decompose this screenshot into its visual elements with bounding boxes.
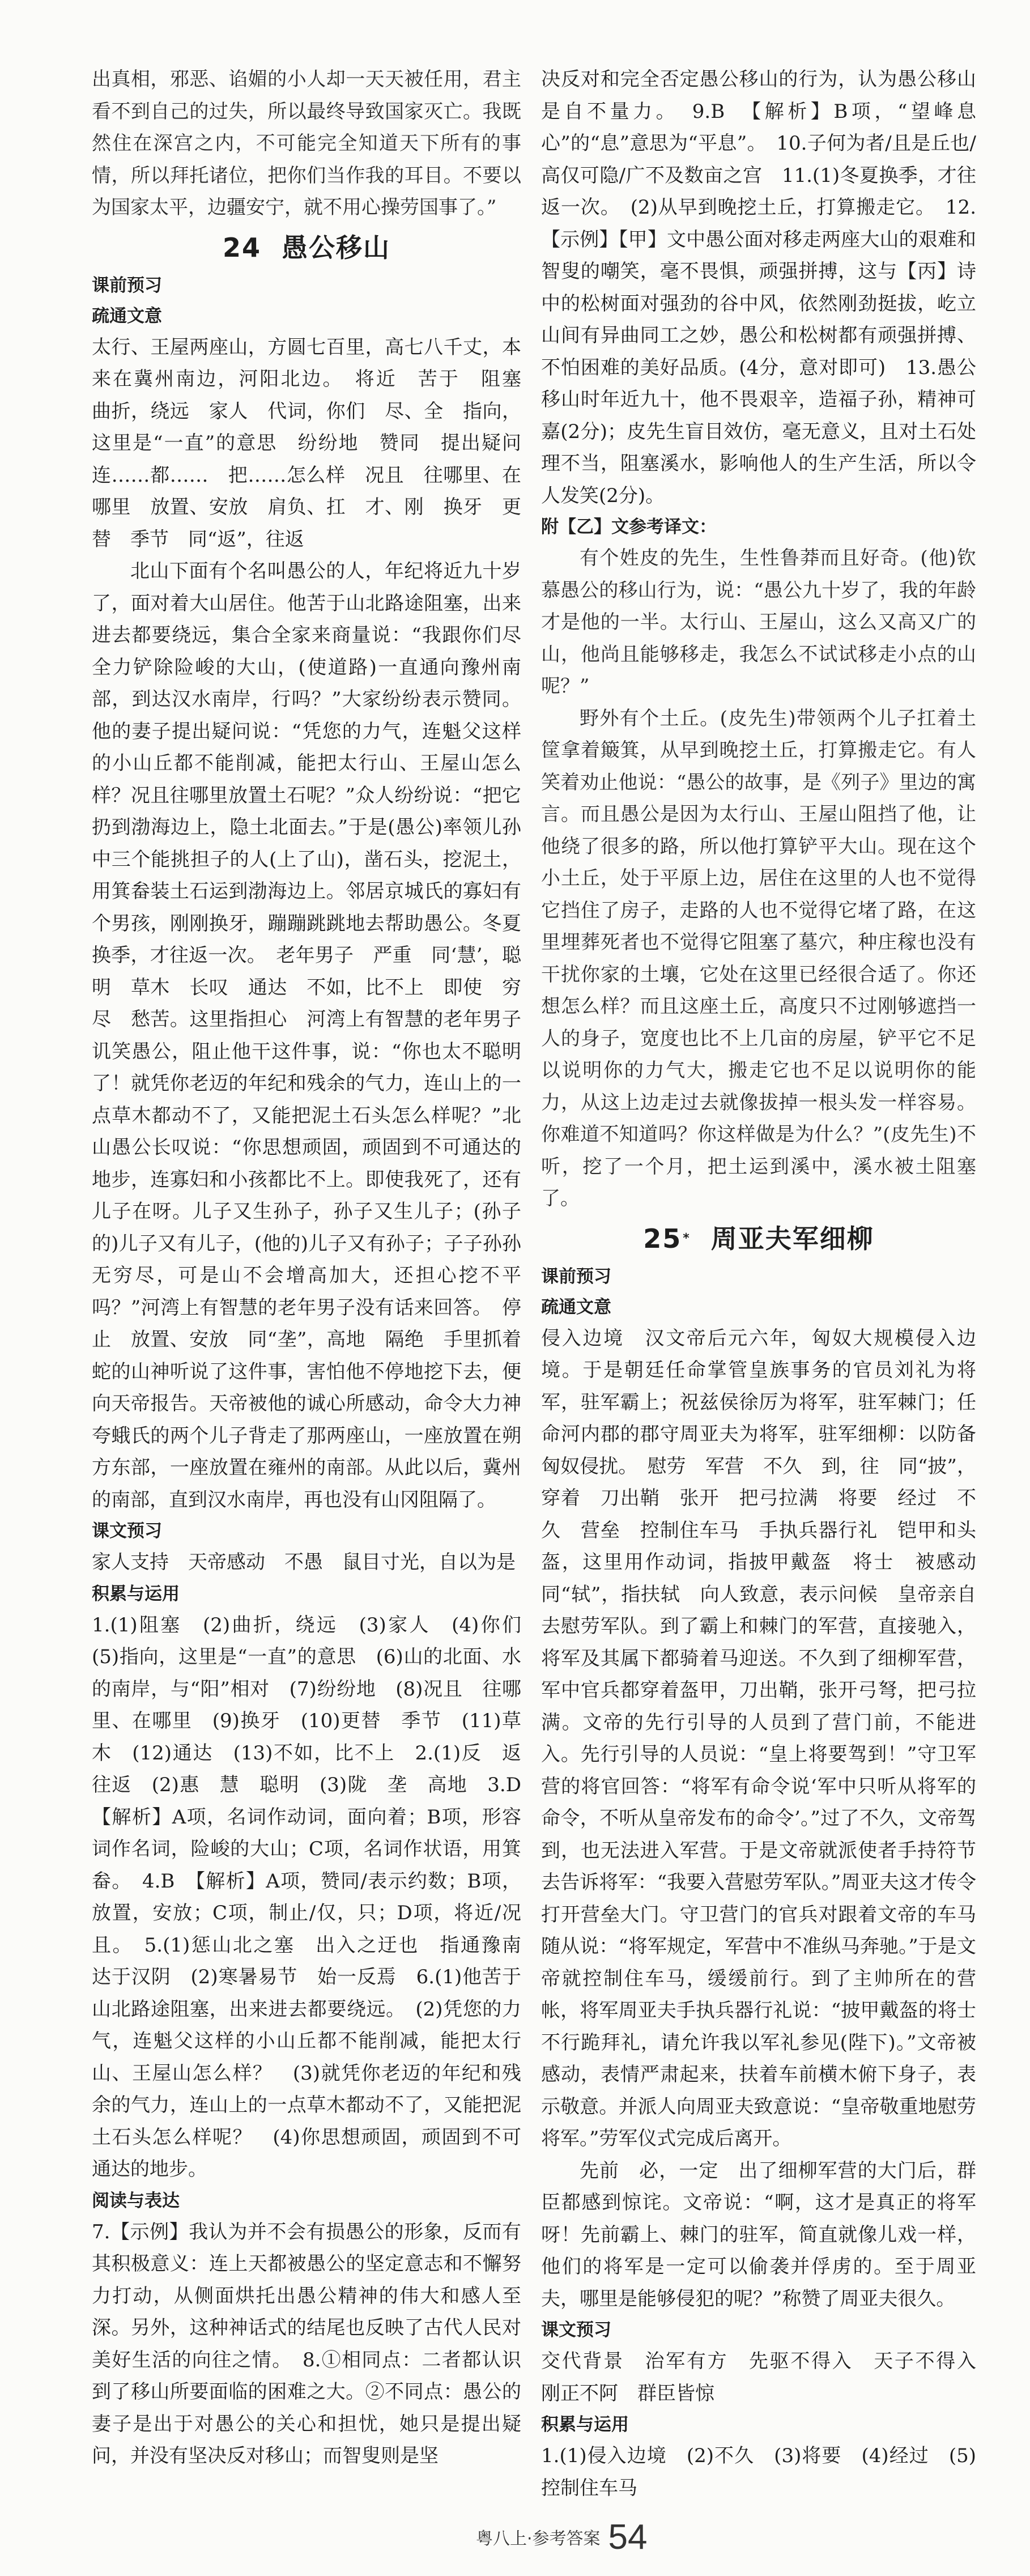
previous-translation-end: 出真相，邪恶、谄媚的小人却一天天被任用，君主看不到自己的过失，所以最终导致国家灭亡。我既然住在深宫之内，不可能完全知道天下所有的事情，所以拜托诸位，把你们当作我的耳目。不要以为国家太平，边疆安宁，就不用心操劳国事了。” xyxy=(92,68,521,219)
meaning-paragraph: 侵入边境 汉文帝后元六年，匈奴大规模侵入边境。于是朝廷任命掌管皇族事务的官员刘礼为将军，驻军霸上；祝兹侯徐厉为将军，驻军棘门；任命河内郡的郡守周亚夫为将军，驻军细柳：以防备匈奴侵扰。 慰劳 军营 不久 到，往 同“披”，穿着 刀出鞘 张开 把弓拉满 将要 经过 不久 营垒 控制住车马 手执兵器行礼 铠甲和头盔，这里用作动词，指披甲戴盔 将士 被感动 同“轼”，指扶轼 向人致意，表示问候 皇帝亲自去慰劳军队。到了霸上和棘门的军营，直接驰入，将军及其属下都骑着马迎送。不久到了细柳军营，军中官兵都穿着盔甲，刀出鞘，张开弓弩，把弓拉满。文帝的先行引导的人员到了营门前，不能进入。先行引导的人员说：“皇上将要驾到！”守卫军营的将官回答：“将军有命令说‘军中只听从将军的命令，不听从皇帝发布的命令’。”过了不久，文帝驾到，也无法进入军营。于是文帝就派使者手持符节去告诉将军：“我要入营慰劳军队。”周亚夫这才传令打开营垒大门。守卫营门的官兵对跟着文帝的车马随从说：“将军规定，军营中不准纵马奔驰。”于是文帝就控制住车马，缓缓前行。到了主帅所在的营帐，将军周亚夫手执兵器行礼说：“披甲戴盔的将士不行跪拜礼，请允许我以军礼参见(陛下)。”文帝被感动，表情严肃起来，扶着车前横木俯下身子，表示敬意。并派人向周亚夫致意说：“皇帝敬重地慰劳将军。”劳军仪式完成后离开。 xyxy=(541,1327,995,2150)
meaning-paragraph: 太行、王屋两座山，方圆七百里，高七八千丈，本来在冀州南边，河阳北边。 将近 苦于 阻塞 曲折，绕远 家人 代词，你们 尽、全 指向，这里是“一直”的意思 纷纷地 赞同 提出疑问 连……都…… 把……怎么样 况且 往哪里、在哪里 放置、安放 肩负、扛 才、刚 换牙 更替 季节 同“返”，往返 xyxy=(92,335,540,551)
lesson-25-title xyxy=(541,1216,976,1261)
reading-answers-continued: 决反对和完全否定愚公移山的行为，认为愚公移山是自不量力。 9.B 【解析】B项，“望峰息心”的“息”意思为“平息”。 10.子何为者/且是丘也/高仅可隐/广不及数亩之宫 11.(1)冬夏换季，才往返一次。 (2)从早到晚挖土丘，打算搬走它。 12.【示例】【甲】文中愚公面对移走两座大山的艰难和智叟的嘲笑，毫不畏惧，顽强拼搏，这与【丙】诗中的松树面对强劲的谷中风，依然刚劲挺拔，屹立山间有异曲同工之妙，愚公和松树都有顽强拼搏、不怕困难的美好品质。(4分，意对即可) 13.愚公移山时年近九十，他不畏艰辛，造福子孙，精神可嘉(2分)；皮先生盲目效仿，毫无意义，且对土石处理不当，阻塞溪水，影响他人的生产生活，所以令人发笑(2分)。 xyxy=(541,68,976,507)
lesson-number-text: 25 xyxy=(643,1223,682,1254)
translation-paragraph: 野外有个土丘。(皮先生)带领两个儿子扛着土筐拿着簸箕，从早到晚挖土丘，打算搬走它。有人笑着劝止他说：“愚公的故事，是《列子》里边的寓言。而且愚公是因为太行山、王屋山阻挡了他，让他绕了很多的路，所以他打算铲平大山。现在这个小土丘，处于平原上边，居住在这里的人也不觉得它挡住了房子，走路的人也不觉得它堵了路，在这里埋葬死者也不觉得它阻塞了墓穴，种庄稼也没有干扰你家的土壤，它处在这里已经很合适了。你还想怎么样？而且这座土丘，高度只不过刚够遮挡一人的身子，宽度也比不上几亩的房屋，铲平它不足以说明你的力气大，搬走它也不足以说明你的能力，从这上边走过去就像拔掉一根头发一样容易。你难道不知道吗？你这样做是为什么？”(皮先生)不听，挖了一个月，把土运到溪中，溪水被土阻塞了。 xyxy=(541,707,976,1210)
reading-answers: 7.【示例】我认为并不会有损愚公的形象，反而有其积极意义：连上天都被愚公的坚定意志和不懈努力打动，从侧面烘托出愚公精神的伟大和感人至深。另外，这种神话式的结尾也反映了古代人民对美好生活的向往之情。 8.①相同点：二者都认识到了移山所要面临的困难之大。②不同点：愚公的妻子是出于对愚公的关心和担忧，她只是提出疑问，并没有坚决反对移山；而智叟则是坚 xyxy=(92,2220,521,2467)
section-heading: 疏通文意 xyxy=(541,1296,611,1317)
page-footer xyxy=(0,2518,1030,2559)
text-preview-answers: 家人支持 天帝感动 不愚 鼠目寸光，自以为是 xyxy=(92,1551,516,1574)
section-heading: 阅读与表达 xyxy=(92,2190,180,2211)
translation-paragraph: 有个姓皮的先生，生性鲁莽而且好奇。(他)钦慕愚公的移山行为，说：“愚公九十岁了，我的年龄才是他的一半。太行山、王屋山，这么又高又广的山，他尚且能够移走，我怎么不试试移走小点的山呢？” xyxy=(541,547,976,698)
lesson-24-title xyxy=(92,225,521,270)
lesson-number: 24 xyxy=(222,232,261,263)
right-column xyxy=(541,63,995,2504)
section-heading: 课前预习 xyxy=(541,1266,611,1287)
lesson-name: 愚公移山 xyxy=(282,232,390,263)
page-number: 54 xyxy=(608,2518,648,2557)
footer-label: 粤八上·参考答案 xyxy=(476,2529,601,2549)
accumulation-answers: 1.(1)侵入边境 (2)不久 (3)将要 (4)经过 (5)控制住车马 xyxy=(541,2445,976,2500)
left-column xyxy=(92,63,540,2472)
optional-mark: * xyxy=(683,1231,691,1246)
text-preview-answers: 交代背景 治军有方 先驱不得入 天子不得入 刚正不阿 群臣皆惊 xyxy=(541,2350,995,2405)
accumulation-answers: 1.(1)阻塞 (2)曲折，绕远 (3)家人 (4)你们 (5)指向，这里是“一直”的意思 (6)山的北面、水的南岸，与“阳”相对 (7)纷纷地 (8)况且 往哪里、在哪里 (9)换牙 (10)更替 季节 (11)草木 (12)通达 (13)不如，比不上 2.(1)反 返 往返 (2)惠 慧 聪明 (3)陇 垄 高地 3.D 【解析】A项，名词作动词，面向着；B项，形容词作名词，险峻的大山；C项，名词作状语，用箕畚。 4.B 【解析】A项，赞同/表示约数；B项，放置，安放；C项，制止/仅，只；D项，将近/况且。 5.(1)惩山北之塞 出入之迂也 指通豫南 达于汉阴 (2)寒暑易节 始一反焉 6.(1)他苦于山北路途阻塞，出来进去都要绕远。 (2)凭您的力气，连魁父这样的小山丘都不能削减，能把太行山、王屋山怎么样？ (3)就凭你老迈的年纪和残余的气力，连山上的一点草木都动不了，又能把泥土石头怎么样呢？ (4)你思想顽固，顽固到不可通达的地步。 xyxy=(92,1613,540,2180)
section-heading: 疏通文意 xyxy=(92,305,162,326)
section-heading: 积累与运用 xyxy=(541,2415,629,2435)
lesson-name: 周亚夫军细柳 xyxy=(710,1223,874,1254)
meaning-paragraph: 北山下面有个名叫愚公的人，年纪将近九十岁了，面对着大山居住。他苦于山北路途阻塞，出来进去都要绕远，集合全家来商量说：“我跟你们尽全力铲除险峻的大山，(使道路)一直通向豫州南部，到达汉水南岸，行吗？”大家纷纷表示赞同。他的妻子提出疑问说：“凭您的力气，连魁父这样的小山丘都不能削减，能把太行山、王屋山怎么样？况且往哪里放置土石呢？”众人纷纷说：“把它扔到渤海边上，隐土北面去。”于是(愚公)率领儿孙中三个能挑担子的人(上了山)，凿石头，挖泥土，用箕畚装土石运到渤海边上。邻居京城氏的寡妇有个男孩，刚刚换牙，蹦蹦跳跳地去帮助愚公。冬夏换季，才往返一次。 老年男子 严重 同‘慧’，聪明 草木 长叹 通达 不如，比不上 即使 穷尽 愁苦。这里指担心 河湾上有智慧的老年男子讥笑愚公，阻止他干这件事，说：“你也太不聪明了！就凭你老迈的年纪和残余的气力，连山上的一点草木都动不了，又能把泥土石头怎么样呢？”北山愚公长叹说：“你思想顽固，顽固到不可通达的地步，连寡妇和小孩都比不上。即使我死了，还有儿子在呀。儿子又生孙子，孙子又生儿子；(孙子的)儿子又有儿子，(他的)儿子又有孙子；子子孙孙无穷尽，可是山不会增高加大，还担心挖不平吗？”河湾上有智慧的老年男子没有话来回答。 停止 放置、安放 同“垄”，高地 隔绝 手里抓着蛇的山神听说了这件事，害怕他不停地挖下去，便向天帝报告。天帝被他的诚心所感动，命令大力神夸蛾氏的两个儿子背走了那两座山，一座放置在朔方东部，一座放置在雍州的南部。从此以后，冀州的南部，直到汉水南岸，再也没有山冈阻隔了。 xyxy=(92,560,521,1511)
section-heading: 附【乙】文参考译文： xyxy=(541,517,717,537)
section-heading: 积累与运用 xyxy=(92,1583,180,1604)
section-heading: 课文预习 xyxy=(541,2320,611,2340)
lesson-number xyxy=(643,1223,691,1254)
section-heading: 课文预习 xyxy=(92,1521,162,1541)
section-heading: 课前预习 xyxy=(92,275,162,296)
meaning-paragraph: 先前 必，一定 出了细柳军营的大门后，群臣都感到惊诧。文帝说：“啊，这才是真正的将军呀！先前霸上、棘门的驻军，简直就像儿戏一样，他们的将军是一定可以偷袭并俘虏的。至于周亚夫，哪里是能够侵犯的呢？”称赞了周亚夫很久。 xyxy=(541,2159,976,2310)
